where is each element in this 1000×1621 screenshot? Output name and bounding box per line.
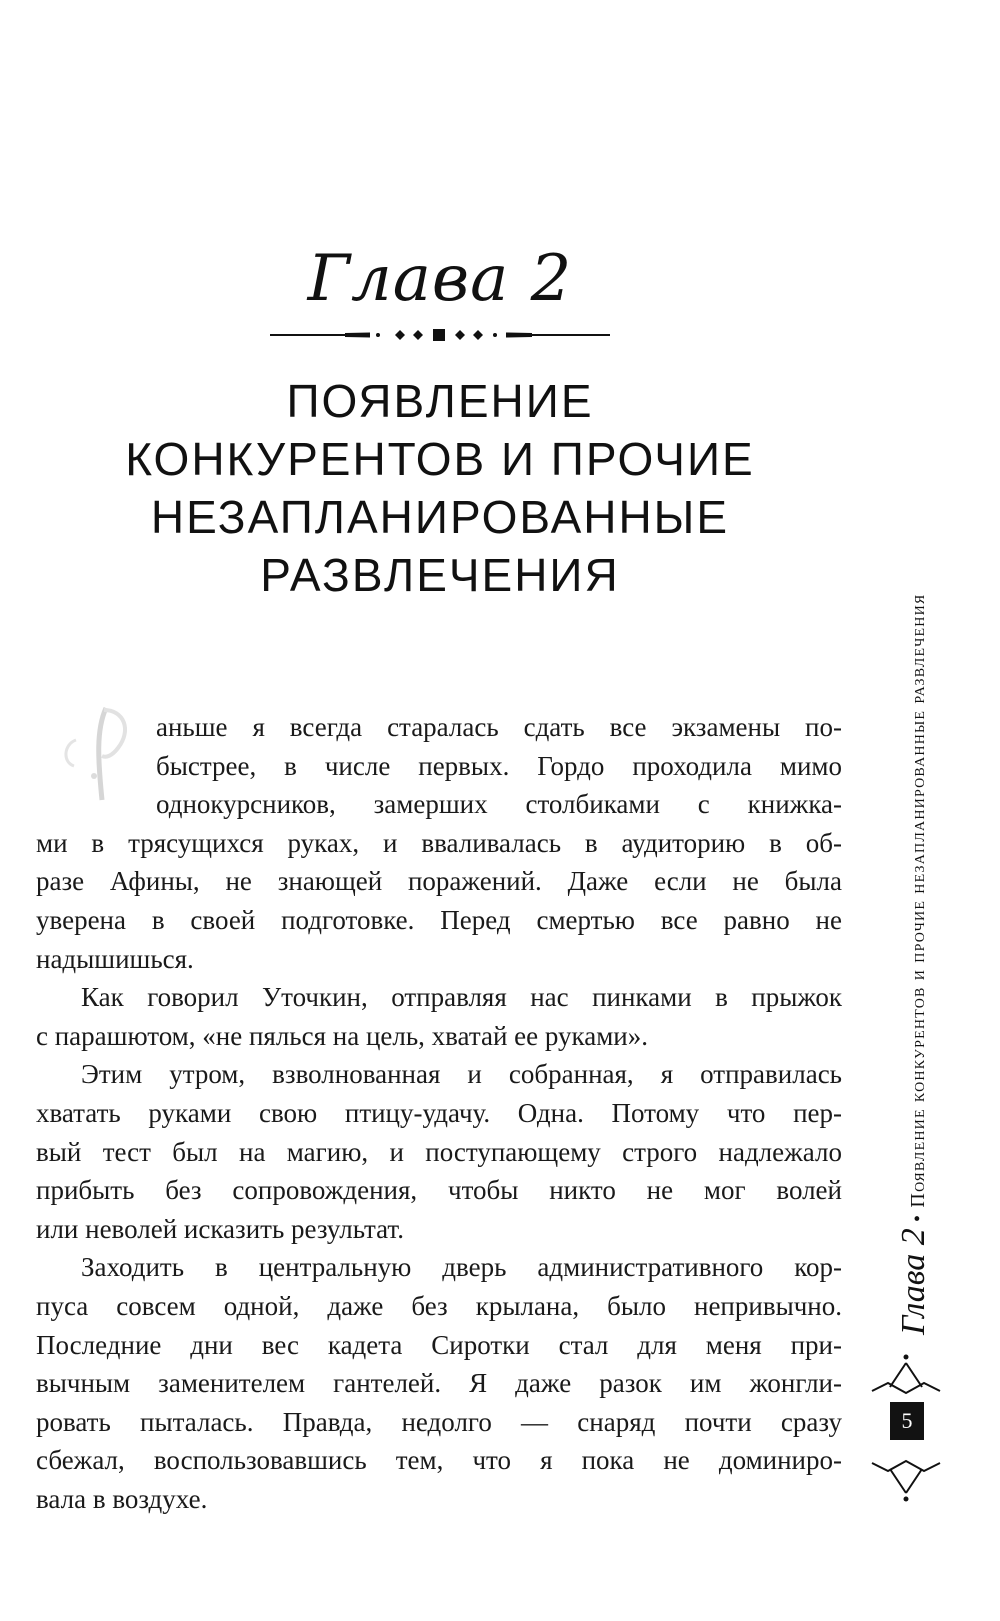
chapter-label: Глава 2 — [307, 242, 573, 316]
running-head-separator: • — [907, 1213, 929, 1222]
paragraph — [36, 978, 842, 1055]
text-line: Этим утром, взволнованная и собранная, я отправилась — [81, 1059, 842, 1090]
text-line: быстрее, в числе первых. Гордо проходила мимо — [156, 750, 842, 781]
paragraph — [36, 708, 842, 978]
chapter-title-line: НЕЗАПЛАНИРОВАННЫЕ — [150, 491, 730, 543]
page-number: 5 — [890, 1402, 924, 1440]
running-head — [895, 594, 933, 1335]
text-line: ми в трясущихся руках, и вваливалась в аудиторию в об- — [36, 827, 842, 858]
text-line: сбежал, воспользовавшись тем, что я пока не доминиро- — [36, 1445, 842, 1476]
running-head-chapter: Глава 2 — [895, 1228, 932, 1335]
text-line: однокурсников, замерших столбиками с книжка- — [156, 789, 842, 820]
text-line: надышишься. — [36, 943, 194, 974]
text-line: аньше я всегда старалась сдать все экзамены по- — [156, 712, 842, 742]
text-line: уверена в своей подготовке. Перед смертью все равно не — [36, 904, 842, 935]
paragraph — [36, 1248, 842, 1518]
text-line: с парашютом, «не пялься на цель, хватай ее руками». — [36, 1020, 648, 1051]
text-line: вала в воздухе. — [36, 1483, 208, 1514]
running-head-title: Появление конкурентов и прочие незапланированные развлечения — [907, 593, 929, 1208]
drop-cap-ornament — [36, 700, 146, 820]
text-line: вый тест был на магию, и поступающему строго надлежало — [36, 1136, 842, 1167]
text-line: хватать руками свою птицу-удачу. Одна. Потому что пер- — [36, 1097, 842, 1128]
text-line: или неволей исказить результат. — [36, 1213, 404, 1244]
chapter-title-line: ПОЯВЛЕНИЕ — [286, 375, 594, 427]
text-line: разе Афины, не знающей поражений. Даже если не была — [36, 866, 842, 897]
text-line: прибыть без сопровождения, чтобы никто не мог волей — [36, 1175, 842, 1206]
chapter-title — [0, 372, 880, 604]
chapter-title-line: РАЗВЛЕЧЕНИЯ — [260, 549, 620, 601]
text-line: вычным заменителем гантелей. Я даже разок им жонгли- — [36, 1368, 842, 1399]
chapter-title-line: КОНКУРЕНТОВ И ПРОЧИЕ — [125, 433, 755, 485]
title-divider-ornament — [270, 327, 610, 343]
body-text — [36, 708, 842, 1518]
text-line: пуса совсем одной, даже без крылана, было непривычно. — [36, 1290, 842, 1321]
text-line: ровать пыталась. Правда, недолго — снаряд почти сразу — [36, 1406, 842, 1437]
text-line: Заходить в центральную дверь административного кор- — [81, 1252, 842, 1283]
text-line: Как говорил Уточкин, отправляя нас пинками в прыжок — [81, 982, 842, 1013]
paragraph — [36, 1055, 842, 1248]
text-line: Последние дни вес кадета Сиротки стал для меня при- — [36, 1329, 842, 1360]
